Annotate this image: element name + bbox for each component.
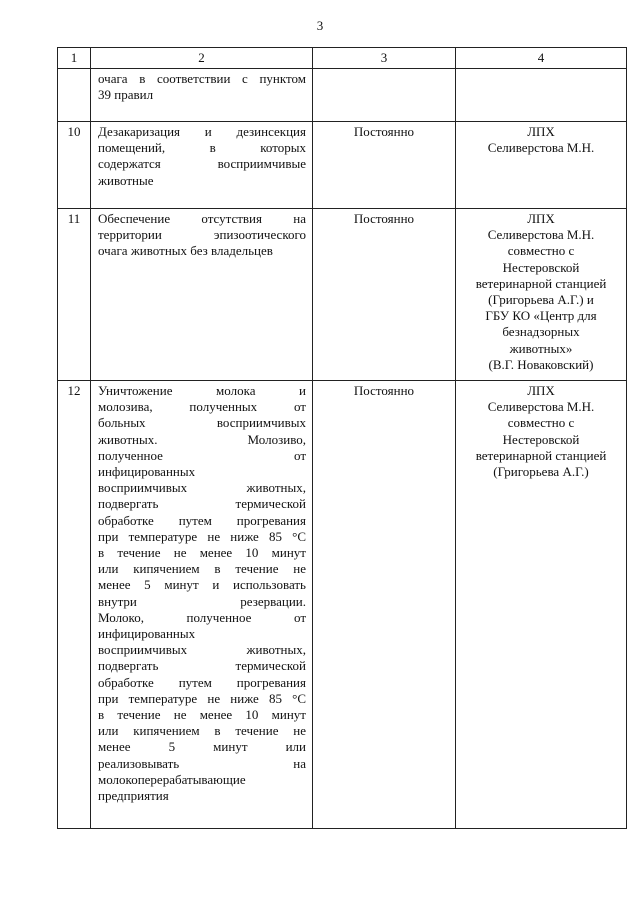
responsible-line: безнадзорных — [502, 324, 580, 340]
row-number: 12 — [58, 381, 91, 829]
responsible-line: ЛПХ — [527, 383, 555, 398]
description-line: Уничтожение молока и — [98, 383, 306, 398]
description-line: очага животных без владельцев — [98, 243, 273, 259]
responsible-line: ЛПХ — [527, 124, 555, 139]
row-number: 11 — [58, 209, 91, 381]
row-number — [58, 69, 91, 122]
responsible-line: ЛПХ — [527, 211, 555, 226]
measure-responsible — [456, 122, 627, 209]
measure-description — [91, 381, 313, 829]
description-line: территории эпизоотического — [98, 227, 306, 243]
description-line: предприятия — [98, 788, 169, 804]
responsible-line: совместно с — [507, 243, 575, 259]
description-line: помещений, в которых — [98, 140, 306, 156]
description-line: очага в соответствии с пунктом — [98, 71, 306, 86]
table-row — [58, 122, 627, 209]
responsible-line: ветеринарной станцией — [475, 447, 607, 463]
page-number: 3 — [316, 18, 324, 33]
responsible-line: (Григорьева А.Г.) и — [488, 292, 594, 308]
description-line: в течение не менее 10 минут — [98, 545, 306, 561]
description-line: менее 5 минут и использовать — [98, 577, 306, 593]
measure-period: Постоянно — [313, 209, 456, 381]
responsible-line: ГБУ КО «Центр для — [485, 308, 597, 324]
measure-description — [91, 122, 313, 209]
description-line: в течение не менее 10 минут — [98, 707, 306, 723]
description-line: животных. Молозиво, — [98, 431, 306, 447]
description-line: полученное от — [98, 447, 306, 463]
row-number: 10 — [58, 122, 91, 209]
responsible-line: животных» — [509, 340, 573, 356]
responsible-line: Селиверстова М.Н. — [487, 227, 595, 243]
measure-period — [313, 69, 456, 122]
description-line: при температуре не ниже 85 °C — [98, 528, 306, 544]
responsible-line: Селиверстова М.Н. — [487, 140, 595, 156]
responsible-line: (В.Г. Новаковский) — [488, 356, 594, 372]
header-cell-4: 4 — [456, 48, 627, 69]
description-line: инфицированных — [98, 464, 196, 480]
measure-description — [91, 69, 313, 122]
measure-period: Постоянно — [313, 122, 456, 209]
description-line: содержатся восприимчивые — [98, 156, 306, 172]
measure-responsible — [456, 209, 627, 381]
table-header-row — [58, 48, 627, 69]
description-line: реализовывать на — [98, 755, 306, 771]
description-line: животные — [98, 172, 154, 188]
description-line: восприимчивых животных, — [98, 642, 306, 658]
measures-table — [57, 47, 627, 829]
measure-period: Постоянно — [313, 381, 456, 829]
description-line: Обеспечение отсутствия на — [98, 211, 306, 226]
description-line: внутри резервации. — [98, 593, 306, 609]
description-line: менее 5 минут или — [98, 739, 306, 755]
table-row — [58, 209, 627, 381]
description-line: больных восприимчивых — [98, 415, 306, 431]
description-line: или кипячением в течение не — [98, 723, 306, 739]
table-row — [58, 69, 627, 122]
description-line: инфицированных — [98, 626, 196, 642]
responsible-line: Нестеровской — [502, 431, 580, 447]
header-cell-1: 1 — [58, 48, 91, 69]
description-line: при температуре не ниже 85 °C — [98, 690, 306, 706]
description-line: подвергать термической — [98, 496, 306, 512]
description-line: обработке путем прогревания — [98, 512, 306, 528]
responsible-line: Селиверстова М.Н. — [487, 399, 595, 415]
header-cell-2: 2 — [91, 48, 313, 69]
table-row — [58, 381, 627, 829]
description-line: обработке путем прогревания — [98, 674, 306, 690]
description-line: подвергать термической — [98, 658, 306, 674]
description-line: восприимчивых животных, — [98, 480, 306, 496]
responsible-line: (Григорьева А.Г.) — [493, 464, 589, 480]
description-line: или кипячением в течение не — [98, 561, 306, 577]
description-line: Дезакаризация и дезинсекция — [98, 124, 306, 139]
description-line: молокоперерабатывающие — [98, 771, 246, 787]
description-line: молозива, полученных от — [98, 399, 306, 415]
responsible-line: совместно с — [507, 415, 575, 431]
measure-responsible — [456, 381, 627, 829]
responsible-line: ветеринарной станцией — [475, 275, 607, 291]
header-cell-3: 3 — [313, 48, 456, 69]
measure-responsible — [456, 69, 627, 122]
description-line: 39 правил — [98, 87, 154, 103]
measure-description — [91, 209, 313, 381]
description-line: Молоко, полученное от — [98, 609, 306, 625]
responsible-line: Нестеровской — [502, 259, 580, 275]
